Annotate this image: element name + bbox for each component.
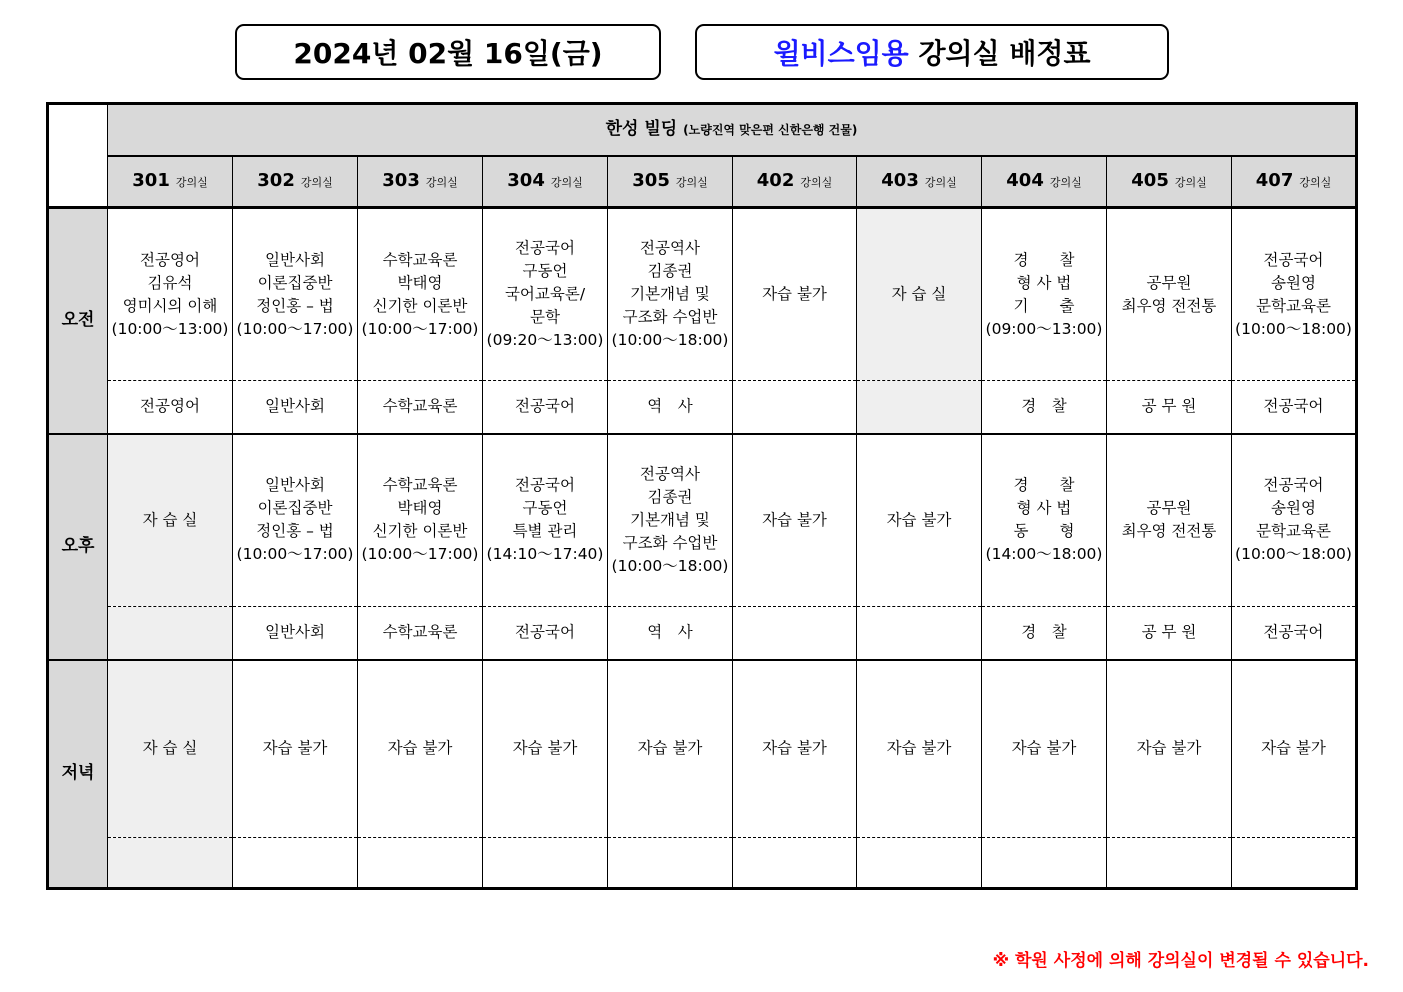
building-name: 한성 빌딩 [605,118,678,139]
cell-line: (10:00～17:00) [361,319,479,338]
schedule-cell [358,660,483,838]
cell-line: (10:00～17:00) [236,545,354,564]
date-text: 2024년 02월 16일(금) [293,37,603,70]
cell-line: 문학교육론 [1256,522,1331,541]
cell-line: 이론집중반 [257,499,333,518]
schedule-cell [857,208,982,381]
schedule-cell [233,434,358,607]
subject-cell: 전공국어 [1232,381,1357,434]
subject-cell [982,838,1107,889]
room-header-301 [108,156,233,208]
cell-line: (10:00～17:00) [236,319,354,338]
title-text: 강의실 배정표 [918,37,1091,70]
cell-line: (09:20～13:00) [486,331,604,349]
cell-line: 자 습 실 [142,739,198,758]
subject-cell: 역 사 [608,381,733,434]
cell-line: 자습 불가 [1261,739,1326,758]
room-number: 405 [1131,169,1169,191]
cell-line: 자습 불가 [387,739,453,758]
subject-cell [733,381,857,434]
date-title [235,24,661,80]
schedule-cell [1107,660,1232,838]
schedule-cell [483,434,608,607]
schedule-cell [982,434,1107,607]
cell-line: 신기한 이론반 [372,296,468,315]
cell-line: (14:10～17:40) [486,545,604,564]
cell-line: 자습 불가 [637,739,703,758]
subject-cell [1232,838,1357,889]
cell-line: 자습 불가 [1136,739,1202,758]
cell-line: 자습 불가 [762,739,827,758]
cell-line: 경 찰 [1013,476,1075,495]
subject-cell: 일반사회 [233,607,358,660]
cell-line: 수학교육론 [382,250,458,269]
schedule-cell [108,208,233,381]
subject-cell: 공 무 원 [1107,607,1232,660]
room-header-407 [1232,156,1357,208]
cell-line: 자습 불가 [512,739,578,758]
cell-line: 일반사회 [265,476,325,495]
period-label: 오후 [48,434,108,660]
cell-line: 영미시의 이해 [122,296,218,315]
subject-cell: 전공국어 [483,381,608,434]
room-number: 301 [132,169,170,191]
cell-line: 자습 불가 [1011,739,1077,758]
subject-cell [233,838,358,889]
room-header-303 [358,156,483,208]
subject-cell: 전공영어 [108,381,233,434]
period-label: 저녁 [48,660,108,889]
cell-line: (10:00～18:00) [1235,545,1352,564]
room-header-405 [1107,156,1232,208]
room-header-304 [483,156,608,208]
schedule-cell [857,660,982,838]
subject-cell [857,838,982,889]
cell-line: 형 사 법 [1016,499,1072,518]
room-number: 302 [257,169,295,191]
cell-line: 구조화 수업반 [622,533,718,552]
cell-line: 문학교육론 [1256,296,1331,315]
room-header-302 [233,156,358,208]
cell-line: 공무원 [1146,273,1192,292]
room-suffix: 강의실 [800,175,833,189]
room-number: 407 [1255,169,1294,191]
cell-line: 정인홍 – 법 [256,296,334,315]
room-suffix: 강의실 [1299,175,1332,189]
cell-line: 기본개념 및 [630,285,710,303]
cell-line: 수학교육론 [382,476,458,495]
cell-line: 전공국어 [1263,250,1324,269]
schedule-cell [982,660,1107,838]
cell-line: 기본개념 및 [630,510,710,529]
cell-line: 전공역사 [640,239,700,257]
cell-line: (10:00～13:00) [111,319,229,338]
cell-line: 전공국어 [515,476,575,495]
subject-cell: 경 찰 [982,381,1107,434]
room-suffix: 강의실 [425,175,458,189]
room-suffix: 강의실 [675,175,708,189]
room-number: 304 [507,169,545,191]
cell-line: 일반사회 [265,250,325,269]
subject-cell: 전공국어 [483,607,608,660]
room-suffix: 강의실 [175,175,208,189]
brand-name: 윌비스임용 [773,37,909,70]
schedule-cell [108,660,233,838]
footnote: ※ 학원 사정에 의해 강의실이 변경될 수 있습니다. [992,951,1369,971]
subject-cell: 역 사 [608,607,733,660]
cell-line: 정인홍 – 법 [256,522,334,541]
schedule-cell [233,660,358,838]
schedule-cell [733,434,857,607]
cell-line: (10:00～18:00) [1235,319,1352,338]
schedule-cell [108,434,233,607]
cell-line: 자 습 실 [142,510,198,529]
building-header [108,104,1357,156]
cell-line: 자습 불가 [886,510,952,529]
cell-line: 기 출 [1013,296,1075,315]
room-header-305 [608,156,733,208]
cell-line: 송원영 [1271,273,1316,292]
subject-cell: 일반사회 [233,381,358,434]
schedule-cell [358,434,483,607]
cell-line: (10:00～17:00) [361,545,479,564]
subject-cell [733,607,857,660]
subject-cell [857,607,982,660]
building-desc: (노량진역 맞은편 신한은행 건물) [683,122,858,137]
subject-cell: 경 찰 [982,607,1107,660]
cell-line: 신기한 이론반 [372,522,468,541]
schedule-cell [982,208,1107,381]
room-header-403 [857,156,982,208]
period-label: 오전 [48,208,108,434]
cell-line: 동 형 [1013,522,1075,541]
cell-line: 김종권 [647,262,693,280]
cell-line: 자습 불가 [762,285,827,303]
schedule-cell [358,208,483,381]
schedule-cell [1232,208,1357,381]
cell-line: 최우영 전전통 [1121,296,1217,315]
schedule-title [695,24,1169,80]
cell-line: 문학 [530,308,560,326]
schedule-cell [608,434,733,607]
room-header-402 [733,156,857,208]
cell-line: (10:00～18:00) [611,556,729,575]
schedule-cell [733,660,857,838]
cell-line: 자습 불가 [886,739,952,758]
subject-cell [1107,838,1232,889]
cell-line: 자 습 실 [891,285,947,303]
room-suffix: 강의실 [924,175,957,189]
subject-cell: 수학교육론 [358,381,483,434]
cell-line: 송원영 [1271,499,1316,518]
cell-line: 구조화 수업반 [622,308,718,326]
schedule-cell [733,208,857,381]
schedule-cell [233,208,358,381]
subject-cell: 공 무 원 [1107,381,1232,434]
cell-line: 박태영 [397,499,443,518]
cell-line: 구동언 [522,262,568,280]
schedule-cell [483,660,608,838]
cell-line: 전공영어 [140,250,200,269]
schedule-cell [608,660,733,838]
cell-line: 전공역사 [640,464,700,483]
cell-line: 구동언 [522,499,568,518]
cell-line: 형 사 법 [1016,273,1072,292]
room-suffix: 강의실 [300,175,333,189]
subject-cell [483,838,608,889]
subject-cell [108,838,233,889]
room-number: 404 [1006,169,1044,191]
corner-cell [48,104,108,208]
cell-line: 이론집중반 [257,273,333,292]
schedule-cell [1232,660,1357,838]
room-suffix: 강의실 [1049,175,1082,189]
room-number: 402 [756,169,795,191]
subject-cell [857,381,982,434]
cell-line: 자습 불가 [762,510,827,529]
subject-cell [358,838,483,889]
cell-line: 자습 불가 [262,739,328,758]
cell-line: 국어교육론/ [504,285,586,303]
cell-line: 김종권 [647,487,693,506]
subject-cell [608,838,733,889]
room-schedule-table [46,102,1358,890]
room-suffix: 강의실 [1174,175,1207,189]
room-suffix: 강의실 [550,175,583,189]
cell-line: 전공국어 [1263,476,1324,495]
schedule-cell [1107,434,1232,607]
room-header-404 [982,156,1107,208]
subject-cell: 수학교육론 [358,607,483,660]
cell-line: 특별 관리 [512,522,578,541]
cell-line: (10:00～18:00) [611,331,729,349]
room-number: 305 [632,169,670,191]
cell-line: (14:00～18:00) [985,545,1103,564]
cell-line: 박태영 [397,273,443,292]
room-number: 403 [881,169,919,191]
cell-line: 김유석 [147,273,193,292]
cell-line: 공무원 [1146,499,1192,518]
subject-cell [108,607,233,660]
schedule-cell [1107,208,1232,381]
cell-line: (09:00～13:00) [985,319,1103,338]
subject-cell [733,838,857,889]
cell-line: 경 찰 [1013,250,1075,269]
cell-line: 전공국어 [515,239,575,257]
schedule-cell [1232,434,1357,607]
cell-line: 최우영 전전통 [1121,522,1217,541]
room-number: 303 [382,169,420,191]
schedule-cell [857,434,982,607]
schedule-cell [608,208,733,381]
schedule-cell [483,208,608,381]
subject-cell: 전공국어 [1232,607,1357,660]
